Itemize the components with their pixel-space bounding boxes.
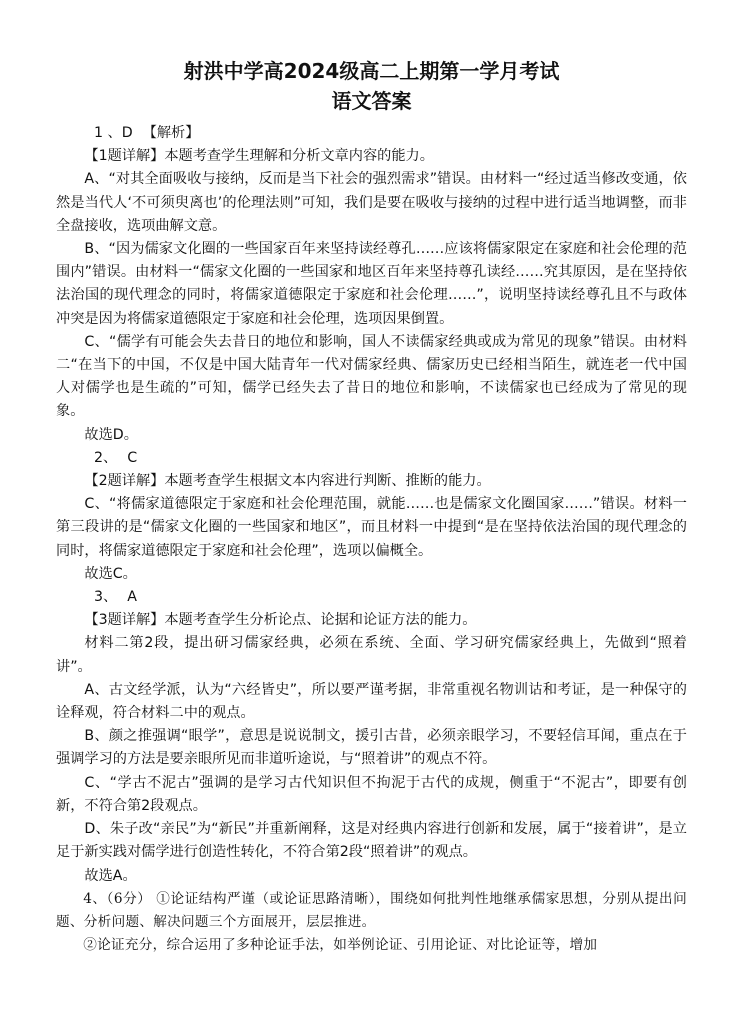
answer-paragraph: 4、（6分） ①论证结构严谨（或论证思路清晰），围绕如何批判性地继承儒家思想，分别从提出问题、分析问题、解决问题三个方面展开，层层推进。 xyxy=(56,890,687,930)
answer-paragraph: C、“将儒家道德限定于家庭和社会伦理范围，就能……也是儒家文化圈国家……”错误。材料一第三段讲的是“儒家文化圈的一些国家和地区”，而且材料一中提到“是在坚持依法治国的现代理念的同时，将儒家道德限定于家庭和社会伦理”，选项以偏概全。 xyxy=(56,496,687,559)
answer-paragraph: 故选A。 xyxy=(84,867,137,884)
question-answer-note: A xyxy=(127,589,137,606)
answer-paragraph: B、颜之推强调“眼学”，意思是说说制文，援引古昔，必须亲眼学习，不要轻信耳闻，重点在于强调学习的方法是要亲眼所见而非道听途说，与“照着讲”的观点不符。 xyxy=(56,728,687,768)
answer-paragraph: A、“对其全面吸收与接纳，反而是当下社会的强烈需求”错误。由材料一“经过适当修改变通，依然是当代人‘不可须臾离也’的伦理法则”可知，我们是要在吸收与接纳的过程中进行适当地调整，而非全盘接收，选项曲解文意。 xyxy=(56,171,687,234)
answer-paragraph: 故选D。 xyxy=(84,426,138,443)
document-title: 射洪中学高2024级高二上期第一学月考试 xyxy=(183,59,560,83)
answer-paragraph: A、古文经学派，认为“六经皆史”，所以要严谨考据，非常重视名物训诂和考证，是一种保守的诠释观，符合材料二中的观点。 xyxy=(56,681,687,722)
question-answer-key: 3、 xyxy=(94,589,118,606)
answer-paragraph: ②论证充分，综合运用了多种论证手法，如举例论证、引用论证、对比论证等，增加 xyxy=(83,937,598,954)
question-number xyxy=(56,122,687,145)
answer-paragraph: 【3题详解】本题考查学生分析论点、论据和论证方法的能力。 xyxy=(84,612,477,629)
answer-paragraph: 【1题详解】本题考查学生理解和分析文章内容的能力。 xyxy=(84,148,434,165)
answer-body xyxy=(56,122,687,957)
answer-paragraph: C、“学古不泥古”强调的是学习古代知识但不拘泥于古代的成规，侧重于“不泥古”，即要有创新，不符合第2段观点。 xyxy=(56,774,687,814)
answer-paragraph: D、朱子改“亲民”为“新民”并重新阐释，这是对经典内容进行创新和发展，属于“接着讲”，是立足于新实践对儒学进行创造性转化，不符合第2段“照着讲”的观点。 xyxy=(56,821,687,861)
document-subtitle: 语文答案 xyxy=(331,89,412,113)
question-number xyxy=(56,586,687,609)
question-answer-key: 2、 xyxy=(94,449,118,466)
answer-paragraph: 材料二第2段，提出研习儒家经典，必须在系统、全面、学习研究儒家经典上，先做到“照着讲”。 xyxy=(56,635,687,675)
question-answer-note: 【解析】 xyxy=(142,125,200,141)
answer-paragraph: B、“因为儒家文化圈的一些国家百年来坚持读经尊孔……应该将儒家限定在家庭和社会伦理的范围内”错误。由材料一“儒家文化圈的一些国家和地区百年来坚持尊孔读经……究其原因，是在坚持依法治国的现代理念的同时，将儒家道德限定于家庭和社会伦理……”，说明坚持读经尊孔且不与政体冲突是因为将儒家道德限定于家庭和社会伦理，选项因果倒置。 xyxy=(56,241,687,327)
question-number xyxy=(56,447,687,470)
answer-paragraph: 故选C。 xyxy=(84,565,137,582)
answer-paragraph: C、“儒学有可能会失去昔日的地位和影响，国人不读儒家经典或成为常见的现象”错误。由材料二“在当下的中国，不仅是中国大陆青年一代对儒家经典、儒家历史已经相当陌生，就连老一代中国人对儒学也是生疏的”可知，儒学已经失去了昔日的地位和影响，不读儒家也已经成为了常见的现象。 xyxy=(56,333,687,420)
question-answer-key: 1 、D xyxy=(94,125,133,141)
answer-paragraph: 【2题详解】本题考查学生根据文本内容进行判断、推断的能力。 xyxy=(84,473,491,490)
question-answer-note: C xyxy=(127,449,138,466)
